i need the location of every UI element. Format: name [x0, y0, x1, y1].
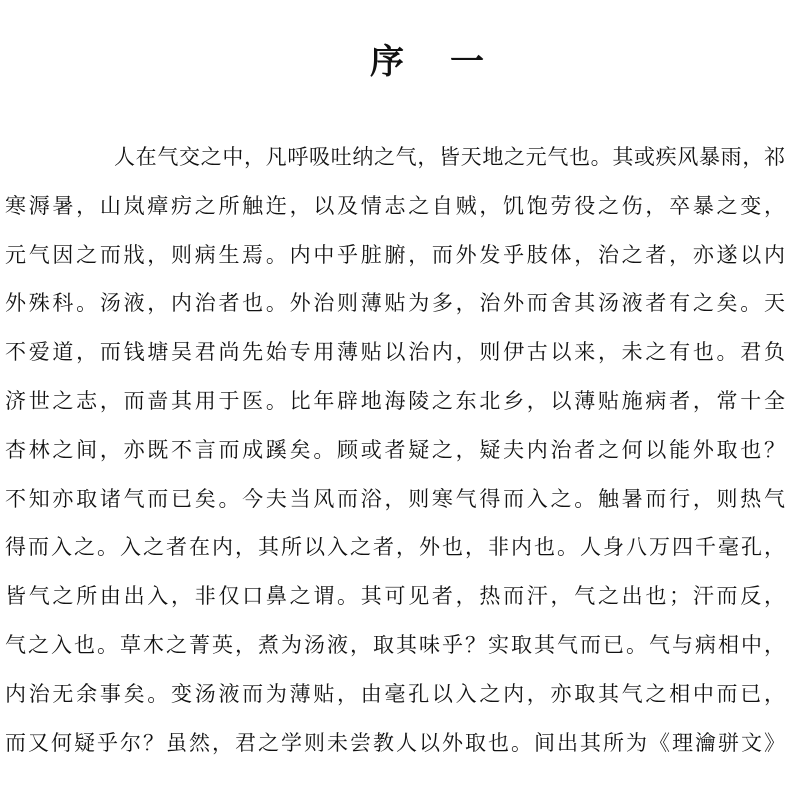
text-line: 寒溽暑，山岚瘴疠之所触迕，以及情志之自贼，饥饱劳役之伤，卒暴之变， [5, 194, 785, 218]
text-line: 不爱道，而钱塘吴君尚先始专用薄贴以治内，则伊古以来，未之有也。君负 [5, 340, 785, 364]
text-line: 得而入之。入之者在内，其所以入之者，外也，非内也。人身八万四千毫孔， [5, 535, 785, 559]
text-line: 杏林之间，亦既不言而成蹊矣。顾或者疑之，疑夫内治者之何以能外取也？ [5, 438, 785, 462]
text-line: 元气因之而戕，则病生焉。内中乎脏腑，而外发乎肢体，治之者，亦遂以内 [5, 243, 785, 267]
text-line: 皆气之所由出入，非仅口鼻之谓。其可见者，热而汗，气之出也；汗而反， [5, 584, 785, 608]
text-line: 内治无余事矣。变汤液而为薄贴，由毫孔以入之内，亦取其气之相中而已， [5, 682, 785, 706]
text-line: 气之入也。草木之菁英，煮为汤液，取其味乎？实取其气而已。气与病相中， [5, 633, 785, 657]
page-title: 序 一 [370, 42, 490, 82]
text-line: 不知亦取诸气而已矣。今夫当风而浴，则寒气得而入之。触暑而行，则热气 [5, 487, 785, 511]
text-line: 人在气交之中，凡呼吸吐纳之气，皆天地之元气也。其或疾风暴雨，祁 [114, 145, 785, 169]
text-line: 济世之志，而啬其用于医。比年辟地海陵之东北乡，以薄贴施病者，常十全 [5, 389, 785, 413]
text-line: 外殊科。汤液，内治者也。外治则薄贴为多，治外而舍其汤液者有之矣。天 [5, 291, 785, 315]
text-line: 而又何疑乎尔？虽然，君之学则未尝教人以外取也。间出其所为《理瀹骈文》 [5, 731, 785, 755]
